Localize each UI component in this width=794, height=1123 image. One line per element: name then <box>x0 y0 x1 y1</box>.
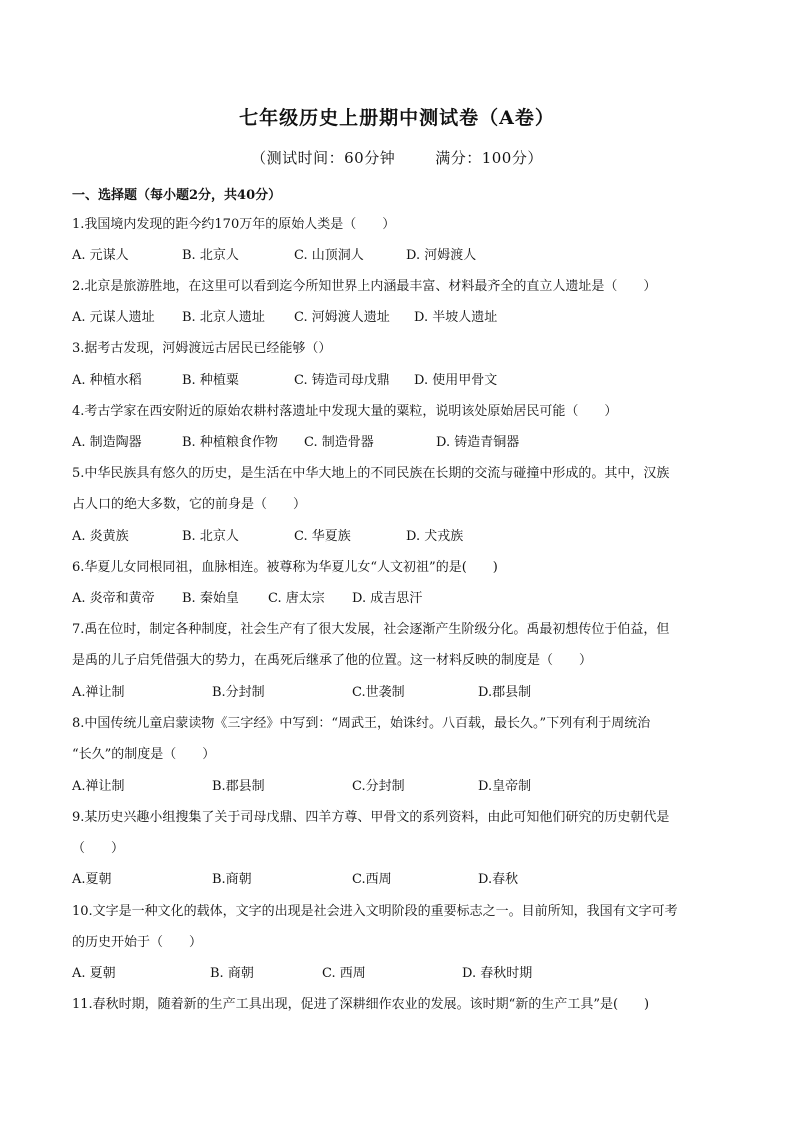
option-d: D. 犬戎族 <box>406 529 464 544</box>
option-a: A. 种植水稻 <box>72 373 142 388</box>
question-3-stem: 3.据考古发现，河姆渡远古居民已经能够（） <box>72 341 332 356</box>
question-8-stem-line-2: “长久”的制度是（ ） <box>72 747 216 762</box>
exam-subtitle <box>0 147 794 168</box>
option-c: C. 山顶洞人 <box>294 248 364 263</box>
option-b: B. 北京人遗址 <box>182 310 265 325</box>
option-a: A. 制造陶器 <box>72 435 142 450</box>
option-b: B. 秦始皇 <box>182 591 239 606</box>
page-title: 七年级历史上册期中测试卷（A卷） <box>239 107 555 129</box>
option-c: C. 制造骨器 <box>304 435 374 450</box>
option-d: D. 铸造青铜器 <box>436 435 520 450</box>
question-9-stem-line-2: （ ） <box>72 841 125 856</box>
option-c: C.西周 <box>352 872 392 887</box>
option-b: B. 北京人 <box>182 248 239 263</box>
option-b: B. 种植粟 <box>182 373 239 388</box>
test-time: （测试时间：60分钟 <box>251 149 396 167</box>
question-6-stem: 6.华夏儿女同根同祖，血脉相连。被尊称为华夏儿女“人文初祖”的是( ) <box>72 560 498 575</box>
option-c: C. 华夏族 <box>294 529 351 544</box>
option-c: C. 河姆渡人遗址 <box>294 310 390 325</box>
option-a: A. 夏朝 <box>72 966 116 981</box>
option-c: C. 唐太宗 <box>268 591 325 606</box>
question-7-stem-line-1: 7.禹在位时，制定各种制度，社会生产有了很大发展，社会逐渐产生阶级分化。禹最初想传位于伯益，但 <box>72 622 670 637</box>
option-c: C.分封制 <box>352 779 405 794</box>
option-a: A. 炎黄族 <box>72 529 129 544</box>
question-4-stem: 4.考古学家在西安附近的原始农耕村落遗址中发现大量的粟粒，说明该处原始居民可能（ ） <box>72 404 618 419</box>
option-a: A.禅让制 <box>72 685 125 700</box>
option-c: C. 西周 <box>322 966 366 981</box>
option-b: B.商朝 <box>212 872 252 887</box>
option-d: D. 成吉思汗 <box>352 591 423 606</box>
option-d: D. 春秋时期 <box>462 966 533 981</box>
option-a: A.禅让制 <box>72 779 125 794</box>
option-d: D.春秋 <box>478 872 519 887</box>
option-d: D. 半坡人遗址 <box>414 310 498 325</box>
question-10-stem-line-1: 10.文字是一种文化的载体，文字的出现是社会进入文明阶段的重要标志之一。目前所知，我国有文字可考 <box>72 904 678 919</box>
option-b: B. 种植粮食作物 <box>182 435 278 450</box>
question-5-stem-line-2: 占人口的绝大多数，它的前身是（ ） <box>72 497 307 512</box>
option-d: D.皇帝制 <box>478 779 532 794</box>
option-a: A.夏朝 <box>72 872 112 887</box>
option-d: D. 河姆渡人 <box>406 248 477 263</box>
option-b: B.分封制 <box>212 685 265 700</box>
question-1-stem: 1.我国境内发现的距今约170万年的原始人类是（ ） <box>72 217 396 232</box>
option-c: C.世袭制 <box>352 685 405 700</box>
option-d: D. 使用甲骨文 <box>414 373 498 388</box>
option-a: A. 元谋人遗址 <box>72 310 155 325</box>
full-score: 满分：100分） <box>435 149 543 167</box>
question-10-stem-line-2: 的历史开始于（ ） <box>72 935 203 950</box>
option-a: A. 炎帝和黄帝 <box>72 591 155 606</box>
question-2-stem: 2.北京是旅游胜地，在这里可以看到迄今所知世界上内涵最丰富、材料最齐全的直立人遗址是（ ） <box>72 279 657 294</box>
option-d: D.郡县制 <box>478 685 532 700</box>
question-7-stem-line-2: 是禹的儿子启凭借强大的势力，在禹死后继承了他的位置。这一材料反映的制度是（ ） <box>72 653 593 668</box>
question-9-stem-line-1: 9.某历史兴趣小组搜集了关于司母戊鼎、四羊方尊、甲骨文的系列资料，由此可知他们研究的历史朝代是 <box>72 810 670 825</box>
question-11-stem: 11.春秋时期，随着新的生产工具出现，促进了深耕细作农业的发展。该时期“新的生产工具”是( ) <box>72 997 650 1012</box>
question-8-stem-line-1: 8.中国传统儿童启蒙读物《三字经》中写到：“周武王，始诛纣。八百载，最长久。”下列有利于周统治 <box>72 716 651 731</box>
question-5-stem-line-1: 5.中华民族具有悠久的历史，是生活在中华大地上的不同民族在长期的交流与碰撞中形成的。其中，汉族 <box>72 466 670 481</box>
option-a: A. 元谋人 <box>72 248 129 263</box>
option-b: B. 北京人 <box>182 529 239 544</box>
option-b: B.郡县制 <box>212 779 265 794</box>
option-c: C. 铸造司母戊鼎 <box>294 373 390 388</box>
option-b: B. 商朝 <box>210 966 254 981</box>
section-heading: 一、选择题（每小题2分，共40分） <box>72 188 282 203</box>
